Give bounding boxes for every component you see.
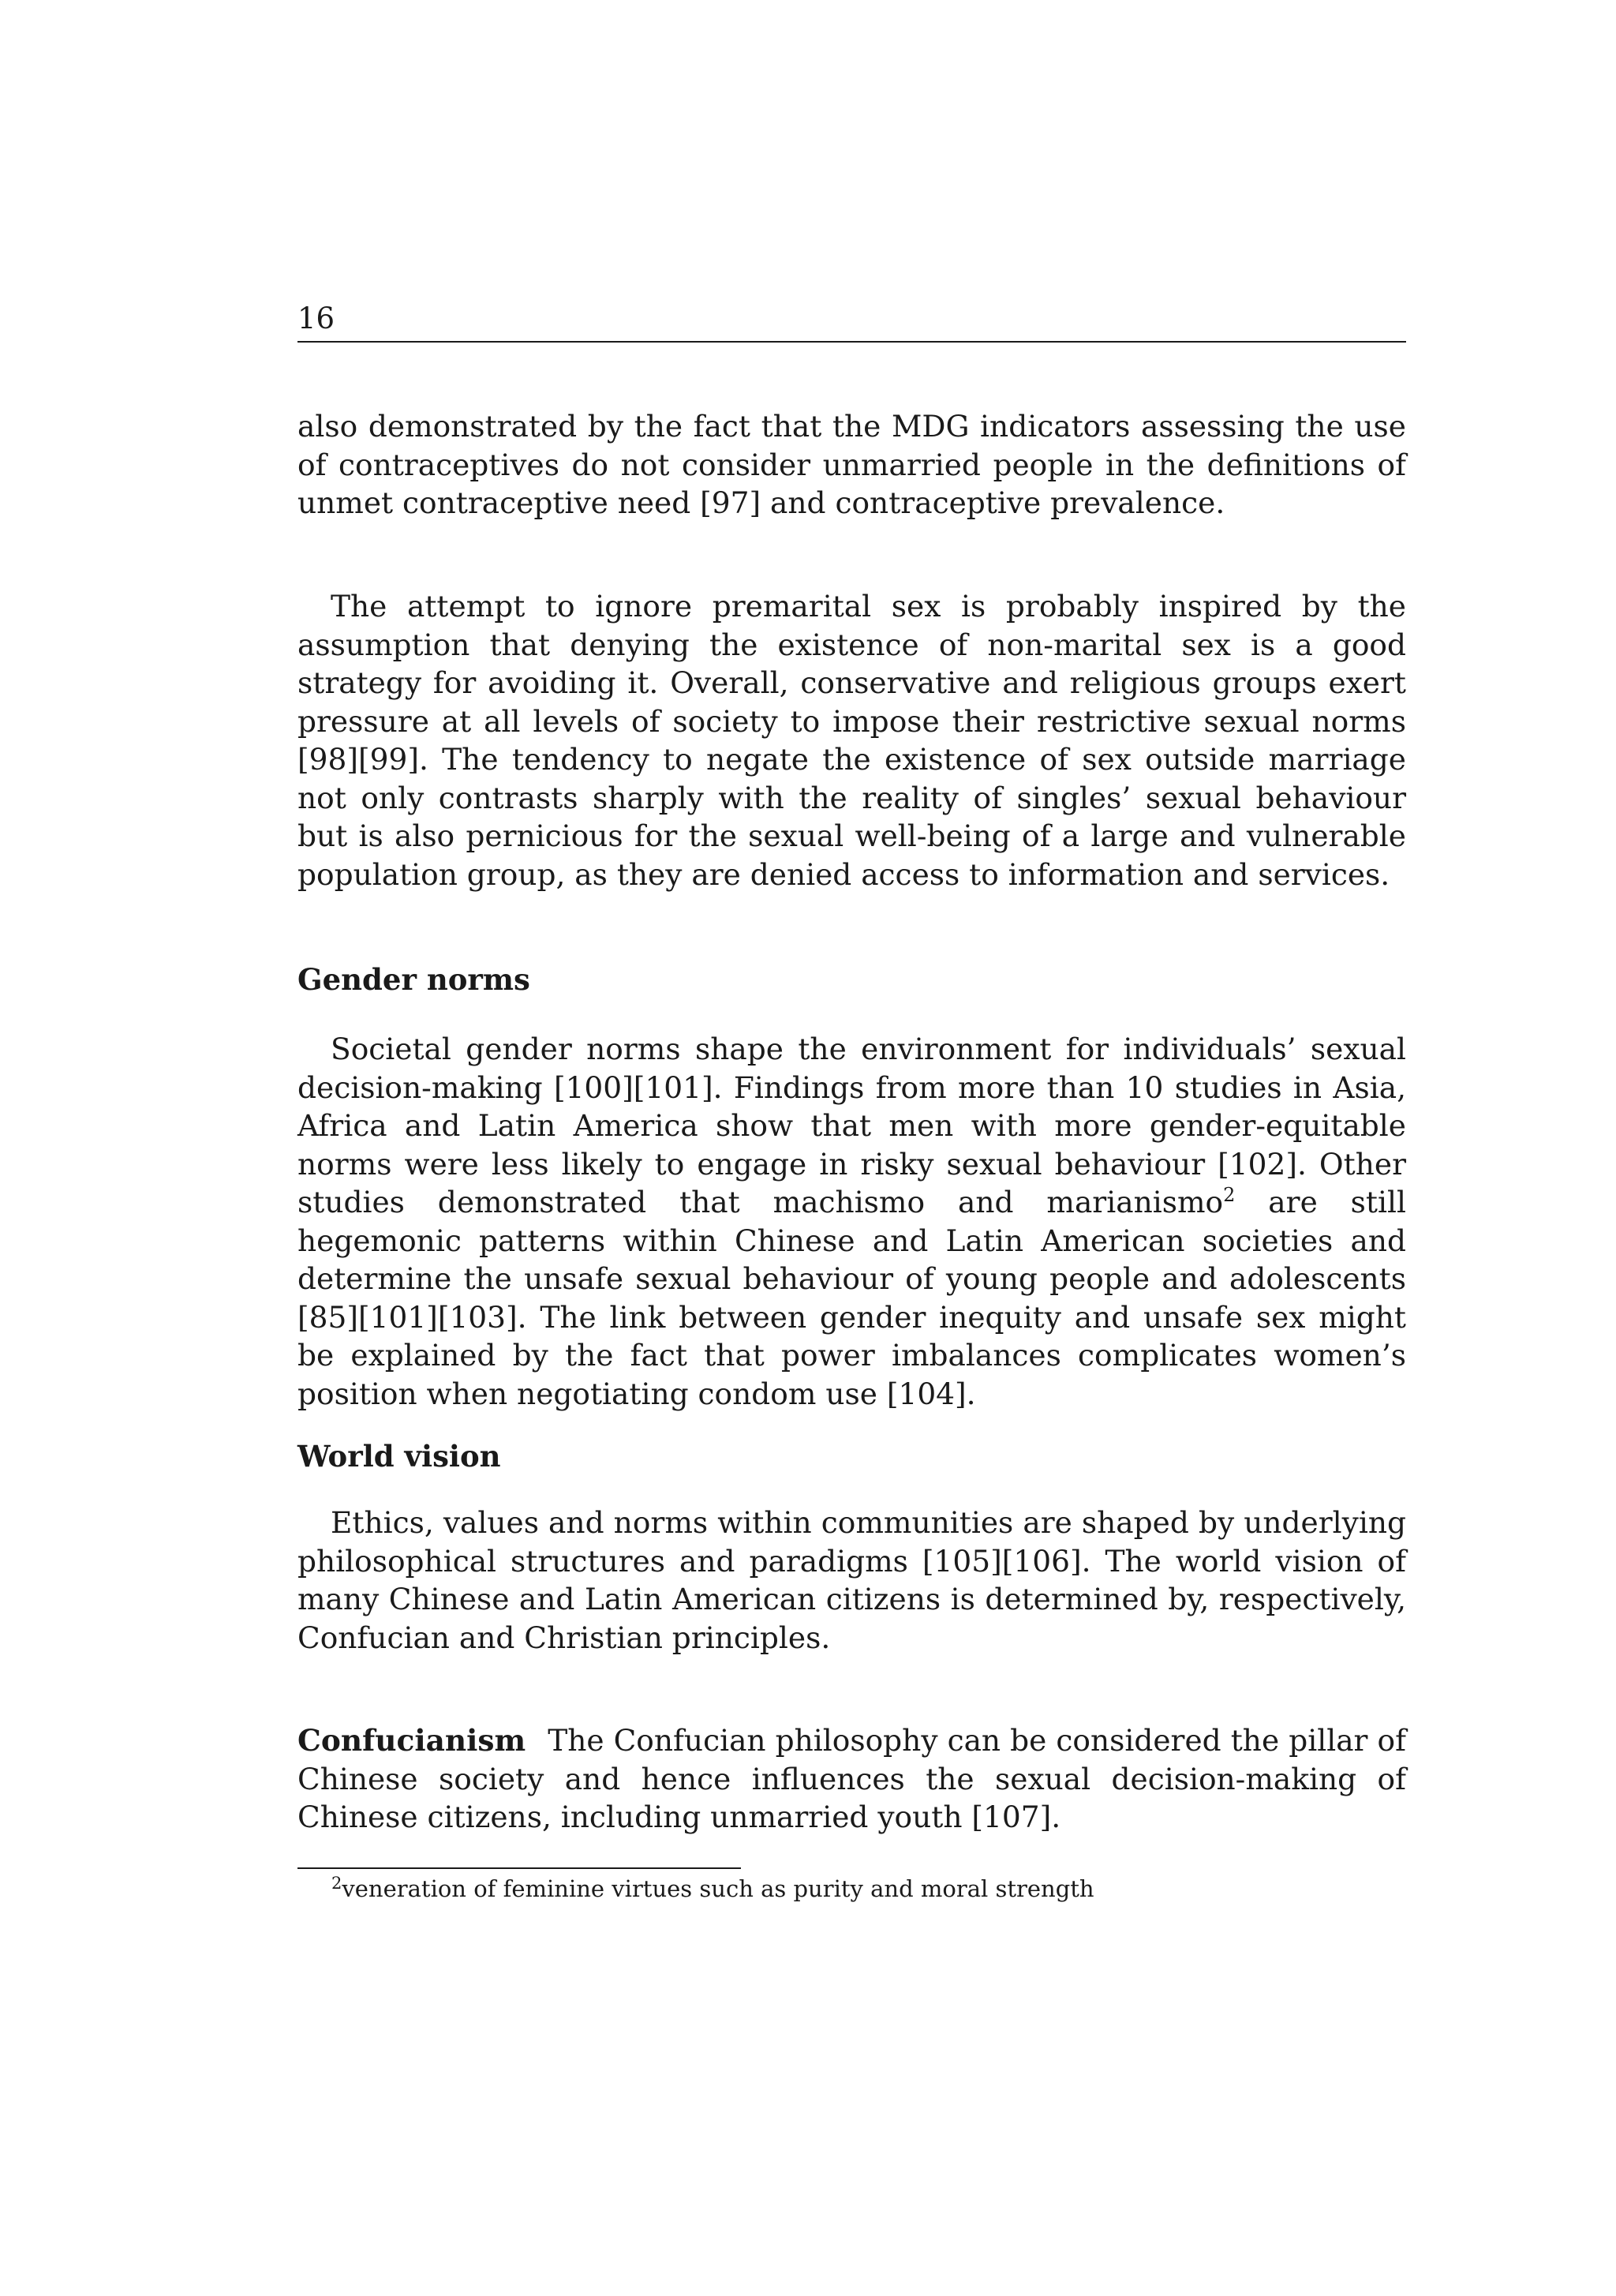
footnote-number: 2 [331, 1874, 342, 1893]
confucianism-text: The Confucian philosophy can be considered the pillar of Chinese society and hence influences the sexual decision-making of Chinese citizens, including unmarried youth [107]. [297, 1723, 1406, 1834]
footnote-text: veneration of feminine virtues such as purity and moral strength [342, 1875, 1094, 1902]
header-rule [297, 341, 1406, 343]
paragraph-premarital-sex: The attempt to ignore premarital sex is probably inspired by the assumption that denying the existence of non-marital sex is a good strategy for avoiding it. Overall, conservative and religious groups exert pressure at all levels of society to impose their restrictive sexual norms [98][99]. The tendency to negate the existence of sex outside marriage not only contrasts sharply with the reality of singles’ sexual behaviour but is also pernicious for the sexual well-being of a large and vulnerable population group, as they are denied access to information and services. [297, 589, 1406, 892]
gender-norms-text-part2: are still hegemonic patterns within Chinese and Latin American societies and determine the unsafe sexual behaviour of young people and adolescents [85][101][103]. The link between gender inequity and unsafe sex might be explained by the fact that power imbalances complicates women’s position when negotiating condom use [104]. [297, 1185, 1406, 1411]
page-number: 16 [297, 302, 335, 335]
footnote [331, 1874, 1094, 1904]
section-heading-gender-norms: Gender norms [297, 962, 530, 997]
paragraph-gender-norms [297, 1030, 1406, 1413]
footnote-rule [297, 1867, 741, 1869]
paragraph-world-vision: Ethics, values and norms within communities are shaped by underlying philosophical structures and paradigms [105][106]. The world vision of many Chinese and Latin American citizens is determined by, respectively, Confucian and Christian principles. [297, 1505, 1406, 1655]
run-in-heading-confucianism: Confucianism [297, 1723, 526, 1758]
paragraph-mdg-indicators: also demonstrated by the fact that the MDG indicators assessing the use of contraceptives do not consider unmarried people in the definitions of unmet contraceptive need [97] and contraceptive prevalence. [297, 409, 1406, 520]
paragraph-confucianism [297, 1721, 1406, 1837]
section-heading-world-vision: World vision [297, 1439, 501, 1474]
footnote-marker: 2 [1223, 1184, 1236, 1206]
gender-norms-text-part1: Societal gender norms shape the environment for individuals’ sexual decision-making [100][101]. Findings from more than 10 studies in Asia, Africa and Latin America show that men with more gender-equitable norms were less likely to engage in risky sexual behaviour [102]. Other studies demonstrated that machismo and marianismo [297, 1032, 1406, 1219]
